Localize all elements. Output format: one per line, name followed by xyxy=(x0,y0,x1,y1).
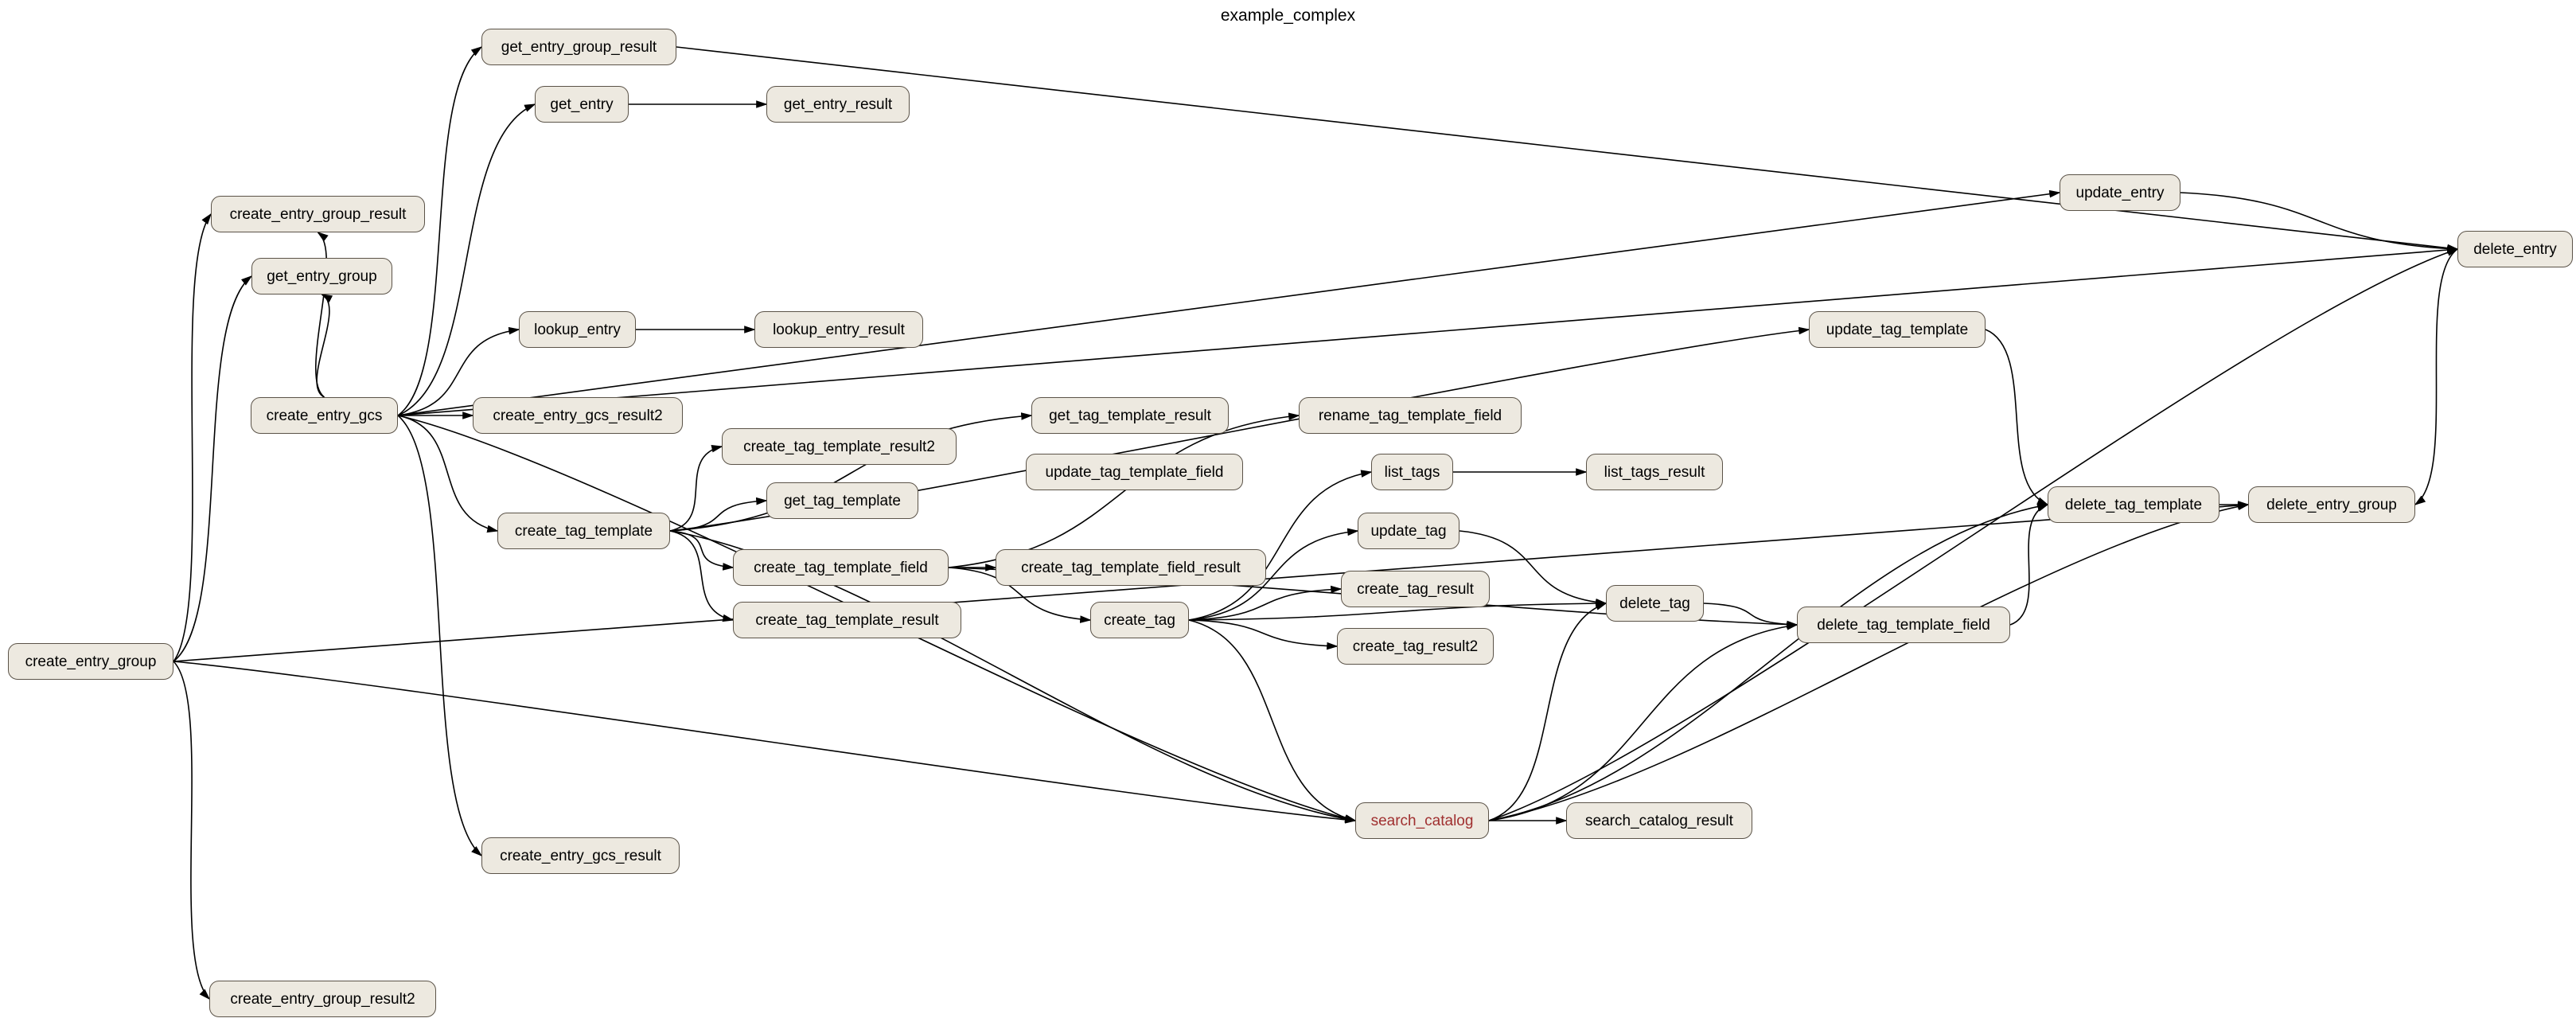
graph-edge-create_tag_template-to-get_tag_template xyxy=(670,501,766,531)
graph-node-delete_tag_template[interactable]: delete_tag_template xyxy=(2048,486,2219,523)
graph-edge-create_entry_gcs-to-get_entry_group xyxy=(317,295,329,397)
graph-edge-create_entry_gcs-to-delete_entry xyxy=(398,249,2457,415)
graph-node-create_entry_group_result2[interactable]: create_entry_group_result2 xyxy=(209,981,436,1017)
graph-node-update_tag_template_field[interactable]: update_tag_template_field xyxy=(1026,454,1243,490)
graph-node-update_entry[interactable]: update_entry xyxy=(2060,174,2180,211)
graph-edge-create_tag_template-to-create_tag_template_result2 xyxy=(670,447,722,531)
graph-node-create_entry_gcs[interactable]: create_entry_gcs xyxy=(251,397,398,434)
graph-edge-create_tag_template-to-create_tag_template_field xyxy=(670,531,733,568)
graph-node-rename_tag_template_field[interactable]: rename_tag_template_field xyxy=(1299,397,1522,434)
graph-node-get_entry_result[interactable]: get_entry_result xyxy=(766,86,910,123)
graph-edge-update_entry-to-delete_entry xyxy=(2180,193,2457,249)
graph-edge-search_catalog-to-delete_tag xyxy=(1489,603,1606,821)
graph-node-create_tag[interactable]: create_tag xyxy=(1090,602,1189,638)
graph-node-create_tag_result2[interactable]: create_tag_result2 xyxy=(1337,628,1494,665)
graph-node-search_catalog_result[interactable]: search_catalog_result xyxy=(1566,802,1752,839)
graph-node-create_tag_template_field[interactable]: create_tag_template_field xyxy=(733,549,949,586)
graph-node-get_entry_group[interactable]: get_entry_group xyxy=(251,258,392,295)
graph-node-list_tags_result[interactable]: list_tags_result xyxy=(1586,454,1723,490)
graph-node-delete_entry_group[interactable]: delete_entry_group xyxy=(2248,486,2415,523)
graph-node-create_entry_gcs_result[interactable]: create_entry_gcs_result xyxy=(481,837,680,874)
graph-node-create_tag_template[interactable]: create_tag_template xyxy=(497,513,670,549)
graph-node-create_tag_template_result2[interactable]: create_tag_template_result2 xyxy=(722,428,957,465)
graph-edge-update_tag_template-to-delete_tag_template xyxy=(1986,330,2048,505)
graph-node-delete_tag[interactable]: delete_tag xyxy=(1606,585,1704,622)
graph-node-search_catalog[interactable]: search_catalog xyxy=(1355,802,1489,839)
graph-node-create_entry_group_result[interactable]: create_entry_group_result xyxy=(211,196,425,232)
graph-edge-create_tag-to-create_tag_result xyxy=(1189,589,1341,620)
graph-node-get_tag_template[interactable]: get_tag_template xyxy=(766,482,918,519)
graph-node-lookup_entry[interactable]: lookup_entry xyxy=(519,311,636,348)
graph-edge-create_tag_template-to-create_tag_template_result xyxy=(670,531,733,620)
graph-edge-create_tag-to-search_catalog xyxy=(1189,620,1355,821)
page-title: example_complex xyxy=(1220,6,1356,25)
graph-node-get_entry[interactable]: get_entry xyxy=(535,86,629,123)
graph-edge-delete_entry-to-delete_entry_group xyxy=(2415,249,2457,505)
graph-node-create_entry_gcs_result2[interactable]: create_entry_gcs_result2 xyxy=(473,397,683,434)
graph-node-create_tag_result[interactable]: create_tag_result xyxy=(1341,571,1490,607)
graph-edge-search_catalog-to-delete_tag_template_field xyxy=(1489,625,1797,821)
graph-edge-create_entry_gcs-to-create_entry_gcs_result xyxy=(398,415,481,856)
graph-node-get_tag_template_result[interactable]: get_tag_template_result xyxy=(1031,397,1229,434)
graph-edge-delete_tag_template_field-to-delete_tag_template xyxy=(2010,505,2048,625)
graph-edge-search_catalog-to-delete_entry_group xyxy=(1489,505,2248,821)
graph-node-update_tag_template[interactable]: update_tag_template xyxy=(1809,311,1986,348)
graph-edge-create_entry_group-to-create_entry_group_result xyxy=(173,214,211,661)
graph-edge-create_entry_group-to-search_catalog xyxy=(173,661,1355,821)
graph-node-list_tags[interactable]: list_tags xyxy=(1371,454,1453,490)
graph-node-create_entry_group[interactable]: create_entry_group xyxy=(8,643,173,680)
graph-edge-create_tag_template_field-to-rename_tag_template_field xyxy=(949,415,1299,568)
graph-node-create_tag_template_result[interactable]: create_tag_template_result xyxy=(733,602,961,638)
graph-node-update_tag[interactable]: update_tag xyxy=(1358,513,1459,549)
graph-node-delete_entry[interactable]: delete_entry xyxy=(2457,231,2573,267)
graph-edge-search_catalog-to-delete_tag_template xyxy=(1489,505,2048,821)
graph-node-lookup_entry_result[interactable]: lookup_entry_result xyxy=(754,311,923,348)
graph-edge-create_entry_group-to-create_entry_group_result2 xyxy=(173,661,209,999)
graph-edge-delete_tag-to-delete_tag_template_field xyxy=(1704,603,1797,625)
graph-edge-get_entry_group_result-to-delete_entry xyxy=(676,47,2457,249)
graph-edge-create_entry_gcs-to-get_entry xyxy=(398,104,535,415)
graph-edge-create_tag-to-create_tag_result2 xyxy=(1189,620,1337,646)
graph-node-delete_tag_template_field[interactable]: delete_tag_template_field xyxy=(1797,607,2010,643)
graph-node-create_tag_template_field_result[interactable]: create_tag_template_field_result xyxy=(996,549,1266,586)
graph-node-get_entry_group_result[interactable]: get_entry_group_result xyxy=(481,29,676,65)
graph-edge-create_entry_group-to-get_entry_group xyxy=(173,276,251,661)
graph-edge-create_entry_gcs-to-update_entry xyxy=(398,193,2060,415)
